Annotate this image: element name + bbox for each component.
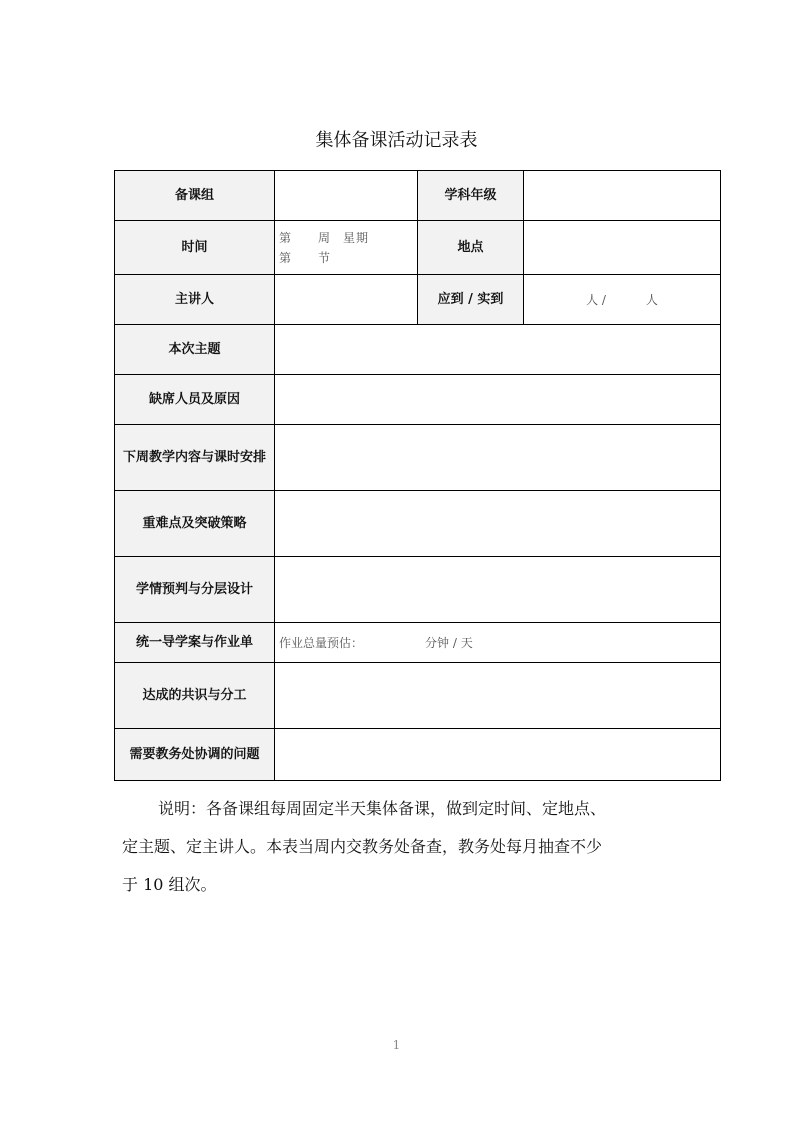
coordination-label: 需要教务处协调的问题 xyxy=(115,729,275,781)
homework-unit: 分钟 / 天 xyxy=(425,636,473,650)
row-absent xyxy=(115,375,721,425)
learning-field[interactable] xyxy=(275,557,721,623)
group-label: 备课组 xyxy=(115,171,275,221)
note-line-3: 于 10 组次。 xyxy=(122,875,217,894)
page-number: 1 xyxy=(392,1038,401,1052)
attendance-label: 应到 / 实到 xyxy=(418,275,524,325)
row-speaker xyxy=(115,275,721,325)
unified-label: 统一导学案与作业单 xyxy=(115,623,275,663)
consensus-label: 达成的共识与分工 xyxy=(115,663,275,729)
group-field[interactable] xyxy=(275,171,418,221)
key-points-label: 重难点及突破策略 xyxy=(115,491,275,557)
absent-label: 缺席人员及原因 xyxy=(115,375,275,425)
time-weekday: 星期 xyxy=(343,230,370,245)
note-line-2: 定主题、定主讲人。本表当周内交教务处备查，教务处每月抽查不少 xyxy=(122,837,603,856)
row-consensus xyxy=(115,663,721,729)
row-time xyxy=(115,221,721,275)
homework-estimate-label: 作业总量预估： xyxy=(279,636,364,650)
place-field[interactable] xyxy=(524,221,721,275)
time-field[interactable] xyxy=(275,221,418,275)
time-label: 时间 xyxy=(115,221,275,275)
row-key-points xyxy=(115,491,721,557)
row-learning xyxy=(115,557,721,623)
attendance-actual-unit: 人 xyxy=(645,293,658,307)
row-coordination xyxy=(115,729,721,781)
topic-label: 本次主题 xyxy=(115,325,275,375)
subject-field[interactable] xyxy=(524,171,721,221)
row-group xyxy=(115,171,721,221)
coordination-field[interactable] xyxy=(275,729,721,781)
explanation-note xyxy=(122,790,682,904)
document-title: 集体备课活动记录表 xyxy=(315,130,478,151)
next-week-label: 下周教学内容与课时安排 xyxy=(115,425,275,491)
attendance-field[interactable] xyxy=(524,275,721,325)
note-line-1: 说明：各备课组每周固定半天集体备课，做到定时间、定地点、 xyxy=(158,799,607,818)
place-label: 地点 xyxy=(418,221,524,275)
subject-label: 学科年级 xyxy=(418,171,524,221)
learning-label: 学情预判与分层设计 xyxy=(115,557,275,623)
time-week-prefix: 第 xyxy=(279,230,293,245)
speaker-field[interactable] xyxy=(275,275,418,325)
row-topic xyxy=(115,325,721,375)
speaker-label: 主讲人 xyxy=(115,275,275,325)
row-next-week xyxy=(115,425,721,491)
time-session-prefix: 第 xyxy=(279,250,293,265)
row-unified xyxy=(115,623,721,663)
time-session-suffix: 节 xyxy=(318,250,332,265)
next-week-field[interactable] xyxy=(275,425,721,491)
time-week-suffix: 周 xyxy=(318,230,332,245)
key-points-field[interactable] xyxy=(275,491,721,557)
consensus-field[interactable] xyxy=(275,663,721,729)
attendance-expected-unit: 人 / xyxy=(586,293,606,307)
homework-field[interactable] xyxy=(275,623,721,663)
absent-field[interactable] xyxy=(275,375,721,425)
topic-field[interactable] xyxy=(275,325,721,375)
record-form-table xyxy=(114,170,721,781)
